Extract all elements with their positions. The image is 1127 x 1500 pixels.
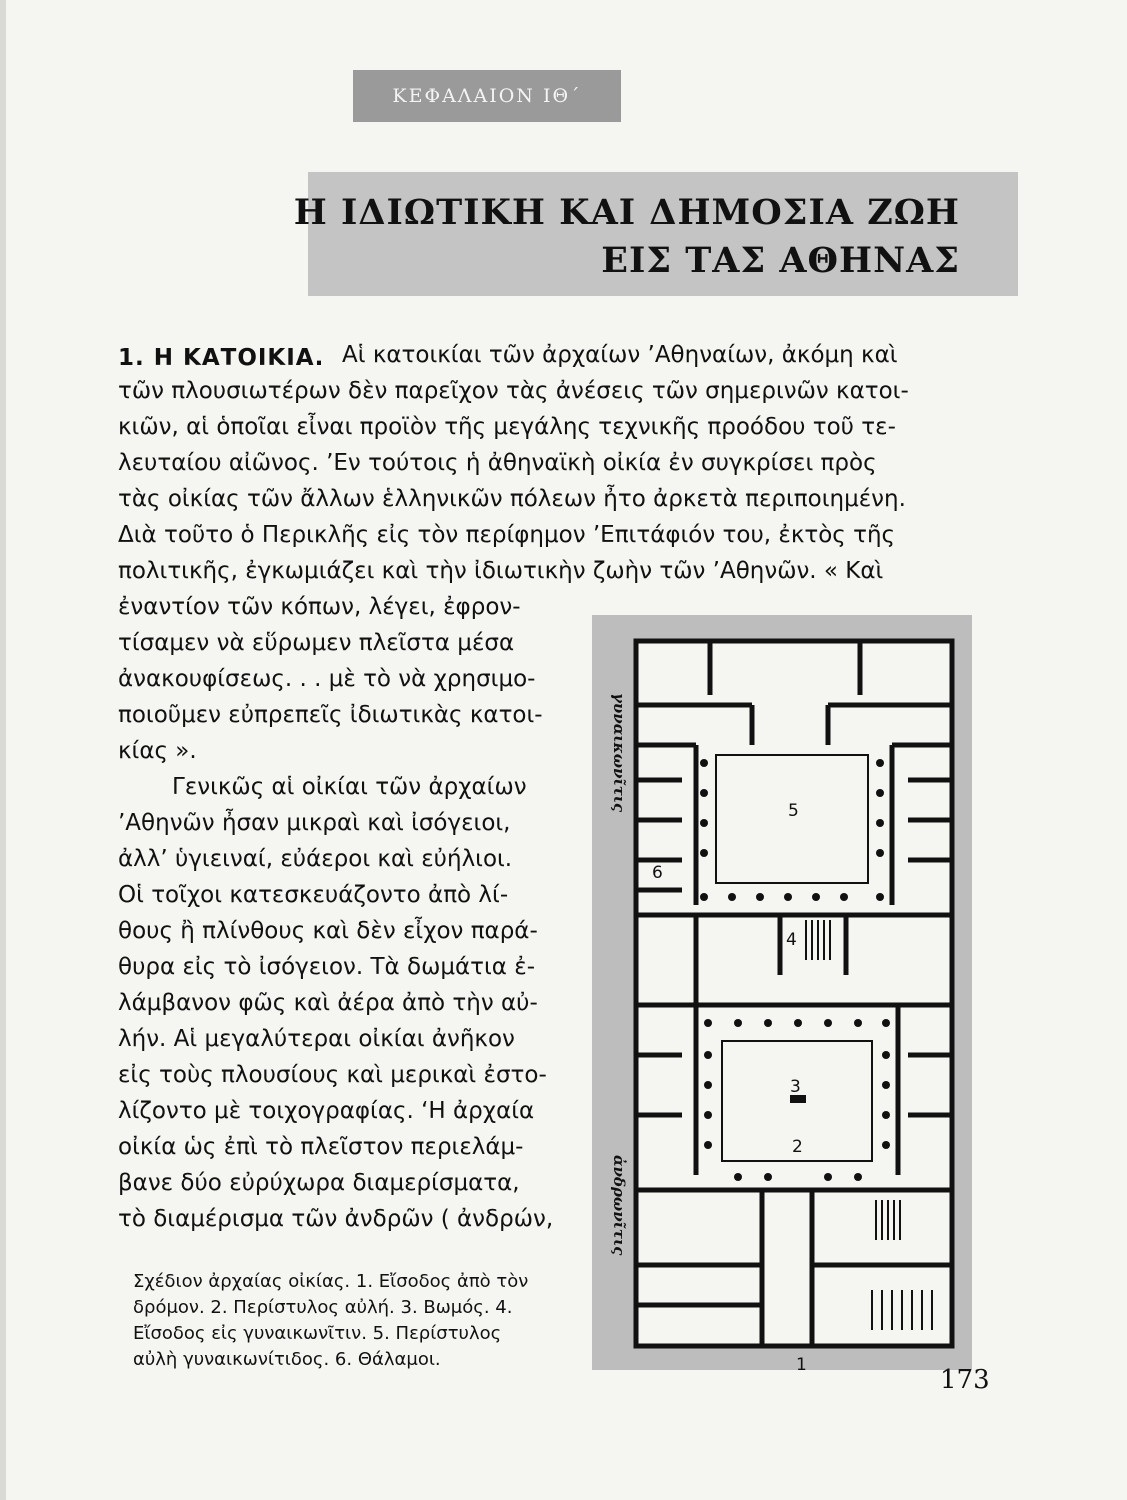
- plan-label-andronitis: ἀνδρωνῖτις: [610, 1155, 628, 1256]
- chapter-label-text: ΚΕΦΑΛΑΙΟΝ ΙΘ΄: [392, 85, 582, 107]
- body-line: οἰκία ὡς ἐπὶ τὸ πλεῖστον περιελάμ-: [118, 1134, 524, 1160]
- body-line: τὰς οἰκίας τῶν ἄλλων ἑλληνικῶν πόλεων ἦτο ἀρκετὰ περιποιημένη.: [118, 486, 906, 512]
- body-line: βανε δύο εὐρύχωρα διαμερίσματα,: [118, 1170, 520, 1196]
- page-edge: [0, 0, 6, 1500]
- chapter-title-box: [293, 172, 1018, 296]
- body-line: κιῶν, αἱ ὁποῖαι εἶναι προϊὸν τῆς μεγάλης τεχνικῆς προόδου τοῦ τε-: [118, 414, 896, 440]
- figure-caption-line: δρόμον. 2. Περίστυλος αὐλή. 3. Βωμός. 4.: [133, 1297, 513, 1318]
- body-line: ’Αθηνῶν ἦσαν μικραὶ καὶ ἰσόγειοι,: [118, 810, 511, 836]
- chapter-title-line-2: ΕΙΣ ΤΑΣ ΑΘΗΝΑΣ: [601, 240, 960, 281]
- body-line: ἀνακουφίσεως. . . μὲ τὸ νὰ χρησιμο-: [118, 666, 536, 692]
- plan-label-gynaikonitis: γυναικωνῖτις: [610, 693, 628, 813]
- plan-number-1: 1: [796, 1355, 807, 1375]
- body-line: θυρα εἰς τὸ ἰσόγειον. Τὰ δωμάτια ἐ-: [118, 954, 535, 980]
- body-line: κίας ».: [118, 738, 197, 764]
- body-line: ποιοῦμεν εὐπρεπεῖς ἰδιωτικὰς κατοι-: [118, 702, 543, 728]
- chapter-title-line-1: Η ΙΔΙΩΤΙΚΗ ΚΑΙ ΔΗΜΟΣΙΑ ΖΩΗ: [293, 192, 960, 233]
- body-line: εἰς τοὺς πλουσίους καὶ μερικαὶ ἐστο-: [118, 1062, 547, 1088]
- figure-caption-line: Σχέδιον ἀρχαίας οἰκίας. 1. Εἴσοδος ἀπὸ τὸν: [133, 1271, 529, 1292]
- body-line: Οἱ τοῖχοι κατεσκευάζοντο ἀπὸ λί-: [118, 882, 509, 908]
- plan-number-6: 6: [652, 863, 663, 883]
- body-line: τίσαμεν νὰ εὕρωμεν πλεῖστα μέσα: [118, 630, 515, 656]
- body-line: Διὰ τοῦτο ὁ Περικλῆς εἰς τὸν περίφημον ’Επιτάφιόν του, ἐκτὸς τῆς: [118, 522, 896, 548]
- body-line: λάμβανον φῶς καὶ ἀέρα ἀπὸ τὴν αὐ-: [118, 990, 538, 1016]
- body-line: ἀλλ’ ὑγιειναί, εὐάεροι καὶ εὐήλιοι.: [118, 846, 513, 872]
- body-line: πολιτικῆς, ἐγκωμιάζει καὶ τὴν ἰδιωτικὴν ζωὴν τῶν ’Αθηνῶν. « Καὶ: [118, 558, 884, 584]
- body-line: ἐναντίον τῶν κόπων, λέγει, ἐφρον-: [118, 594, 521, 620]
- plan-number-4: 4: [786, 930, 797, 950]
- body-line: Αἱ κατοικίαι τῶν ἀρχαίων ’Αθηναίων, ἀκόμη καὶ: [342, 342, 898, 368]
- chapter-label: [353, 70, 621, 122]
- body-line: θους ἢ πλίνθους καὶ δὲν εἶχον παρά-: [118, 918, 538, 944]
- figure-caption-line: Εἴσοδος εἰς γυναικωνῖτιν. 5. Περίστυλος: [133, 1323, 502, 1344]
- body-line: λίζοντο μὲ τοιχογραφίας. ‘Η ἀρχαία: [118, 1098, 535, 1124]
- body-line: λευταίου αἰῶνος. ’Εν τούτοις ἡ ἀθηναϊκὴ οἰκία ἐν συγκρίσει πρὸς: [118, 450, 877, 476]
- page-number: 173: [940, 1365, 990, 1395]
- figure-caption-line: αὐλὴ γυναικωνίτιδος. 6. Θάλαμοι.: [133, 1349, 441, 1370]
- house-floor-plan: [592, 615, 972, 1375]
- body-line: Γενικῶς αἱ οἰκίαι τῶν ἀρχαίων: [172, 774, 527, 800]
- body-line: τῶν πλουσιωτέρων δὲν παρεῖχον τὰς ἀνέσεις τῶν σημερινῶν κατοι-: [118, 378, 909, 404]
- body-line: λήν. Αἱ μεγαλύτεραι οἰκίαι ἀνῆκον: [118, 1026, 515, 1052]
- plan-number-5: 5: [788, 801, 799, 821]
- section-heading: 1. Η ΚΑΤΟΙΚΙΑ.: [118, 345, 325, 371]
- plan-number-2: 2: [792, 1137, 803, 1157]
- plan-number-3: 3: [790, 1077, 801, 1097]
- body-line: τὸ διαμέρισμα τῶν ἀνδρῶν ( ἀνδρών,: [118, 1206, 554, 1232]
- house-plan-drawing: [592, 615, 972, 1370]
